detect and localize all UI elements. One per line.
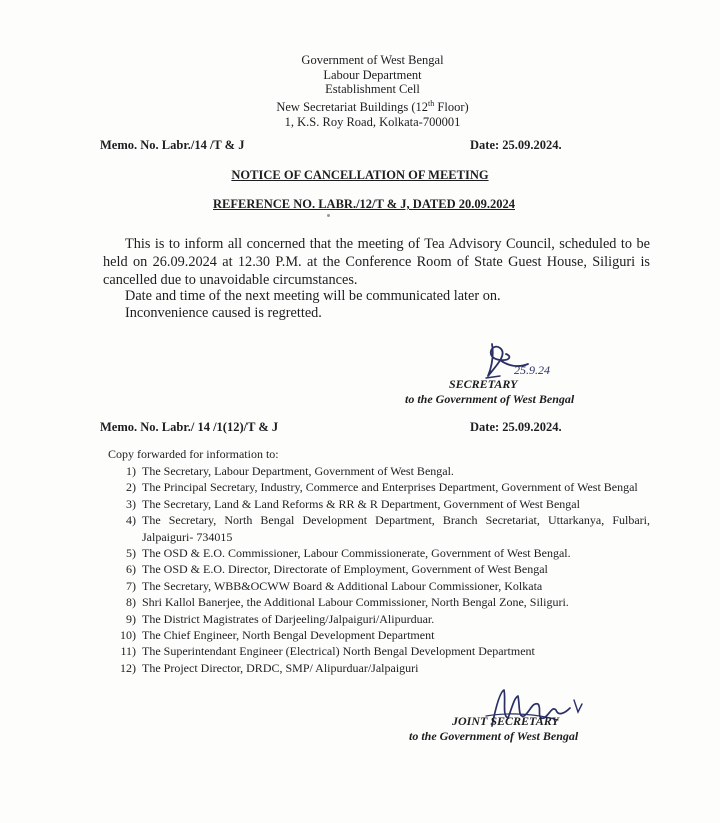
joint-secretary-title: JOINT SECRETARY [452, 714, 559, 728]
list-item [108, 627, 650, 643]
list-item-number: 6) [126, 562, 136, 577]
list-item [108, 594, 650, 610]
joint-secretary-subtitle: to the Government of West Bengal [409, 729, 579, 743]
list-item-text: The District Magistrates of Darjeeling/Jalpaiguri/Alipurduar. [142, 611, 435, 626]
body-regret-line: Inconvenience caused is regretted. [125, 305, 322, 321]
stray-dot [327, 214, 330, 217]
list-item-text: The Secretary, North Bengal Development Department, Branch Secretariat, Uttarkanya, Fulbari, Jalpaiguri- 734015 [142, 513, 650, 544]
secretary-signature [470, 338, 570, 382]
body-next-meeting-line: Date and time of the next meeting will be communicated later on. [125, 288, 501, 304]
list-item-text: The Secretary, Land & Land Reforms & RR & R Department, Government of West Bengal [142, 496, 580, 511]
list-item [108, 611, 650, 627]
list-item-number: 12) [120, 660, 136, 675]
letterhead-line-address: 1, K.S. Roy Road, Kolkata-700001 [284, 114, 461, 129]
forward-memo-number: Memo. No. Labr./ 14 /1(12)/T & J [100, 420, 279, 434]
letterhead-line-government: Government of West Bengal [301, 53, 444, 67]
letterhead-line-cell: Establishment Cell [325, 82, 420, 97]
list-item [108, 545, 650, 561]
list-item-number: 4) [126, 513, 136, 528]
letterhead-line-department: Labour Department [323, 67, 422, 82]
letterhead-building-text: New Secretariat Buildings (12 [276, 99, 429, 114]
list-item-number: 1) [126, 464, 136, 478]
list-item-text: The Secretary, Labour Department, Government of West Bengal. [142, 464, 454, 478]
secretary-title: SECRETARY [449, 377, 518, 391]
copy-heading: Copy forwarded for information to: [108, 447, 279, 461]
letterhead [255, 53, 490, 129]
list-item-text: The Secretary, WBB&OCWW Board & Additional Labour Commissioner, Kolkata [142, 578, 543, 593]
list-item-number: 5) [126, 546, 136, 561]
body-paragraph-text: This is to inform all concerned that the meeting of Tea Advisory Council, scheduled to be held on 26.09.2024 at 12.30 P.M. at the Conference Room of State Guest House, Siliguri is cancelled due to unavoidable circumstances. [103, 236, 650, 288]
list-item-number: 9) [126, 611, 136, 626]
letterhead-floor-sup: th [428, 98, 435, 108]
list-item-text: The OSD & E.O. Commissioner, Labour Commissionerate, Government of West Bengal. [142, 546, 571, 561]
memo-date: Date: 25.09.2024. [470, 138, 562, 152]
reference-line: REFERENCE NO. LABR./12/T & J, DATED 20.09.2024 [213, 197, 515, 211]
list-item [108, 496, 650, 512]
list-item-text: The Project Director, DRDC, SMP/ Alipurduar/Jalpaiguri [142, 660, 419, 675]
secretary-subtitle: to the Government of West Bengal [405, 392, 575, 406]
list-item-number: 10) [120, 628, 136, 643]
list-item-text: The Principal Secretary, Industry, Commerce and Enterprises Department, Government of West Bengal [142, 480, 638, 495]
list-item-number: 2) [126, 480, 136, 495]
list-item-number: 8) [126, 595, 136, 610]
list-item [108, 578, 650, 594]
list-item-text: The OSD & E.O. Director, Directorate of Employment, Government of West Bengal [142, 562, 548, 577]
list-item [108, 512, 650, 545]
list-item-number: 11) [120, 644, 136, 659]
list-item-text: The Superintendant Engineer (Electrical) North Bengal Development Department [142, 644, 535, 659]
list-item [108, 643, 650, 659]
memo-number: Memo. No. Labr./14 /T & J [100, 138, 245, 152]
list-item-number: 7) [126, 578, 136, 593]
forward-memo-date: Date: 25.09.2024. [470, 420, 562, 434]
list-item [108, 561, 650, 577]
list-item [108, 463, 650, 479]
list-item-text: The Chief Engineer, North Bengal Development Department [142, 628, 435, 643]
list-item [108, 479, 650, 495]
list-item-number: 3) [126, 496, 136, 511]
notice-title: NOTICE OF CANCELLATION OF MEETING [231, 168, 489, 182]
list-item [108, 660, 650, 676]
body-paragraph [103, 235, 650, 289]
copy-list [108, 463, 650, 676]
letterhead-floor-suffix: Floor) [434, 99, 469, 114]
letterhead-line-building [255, 97, 490, 115]
signature-date-text: 25.9.24 [514, 363, 550, 377]
list-item-text: Shri Kallol Banerjee, the Additional Labour Commissioner, North Bengal Zone, Siliguri. [142, 595, 569, 610]
